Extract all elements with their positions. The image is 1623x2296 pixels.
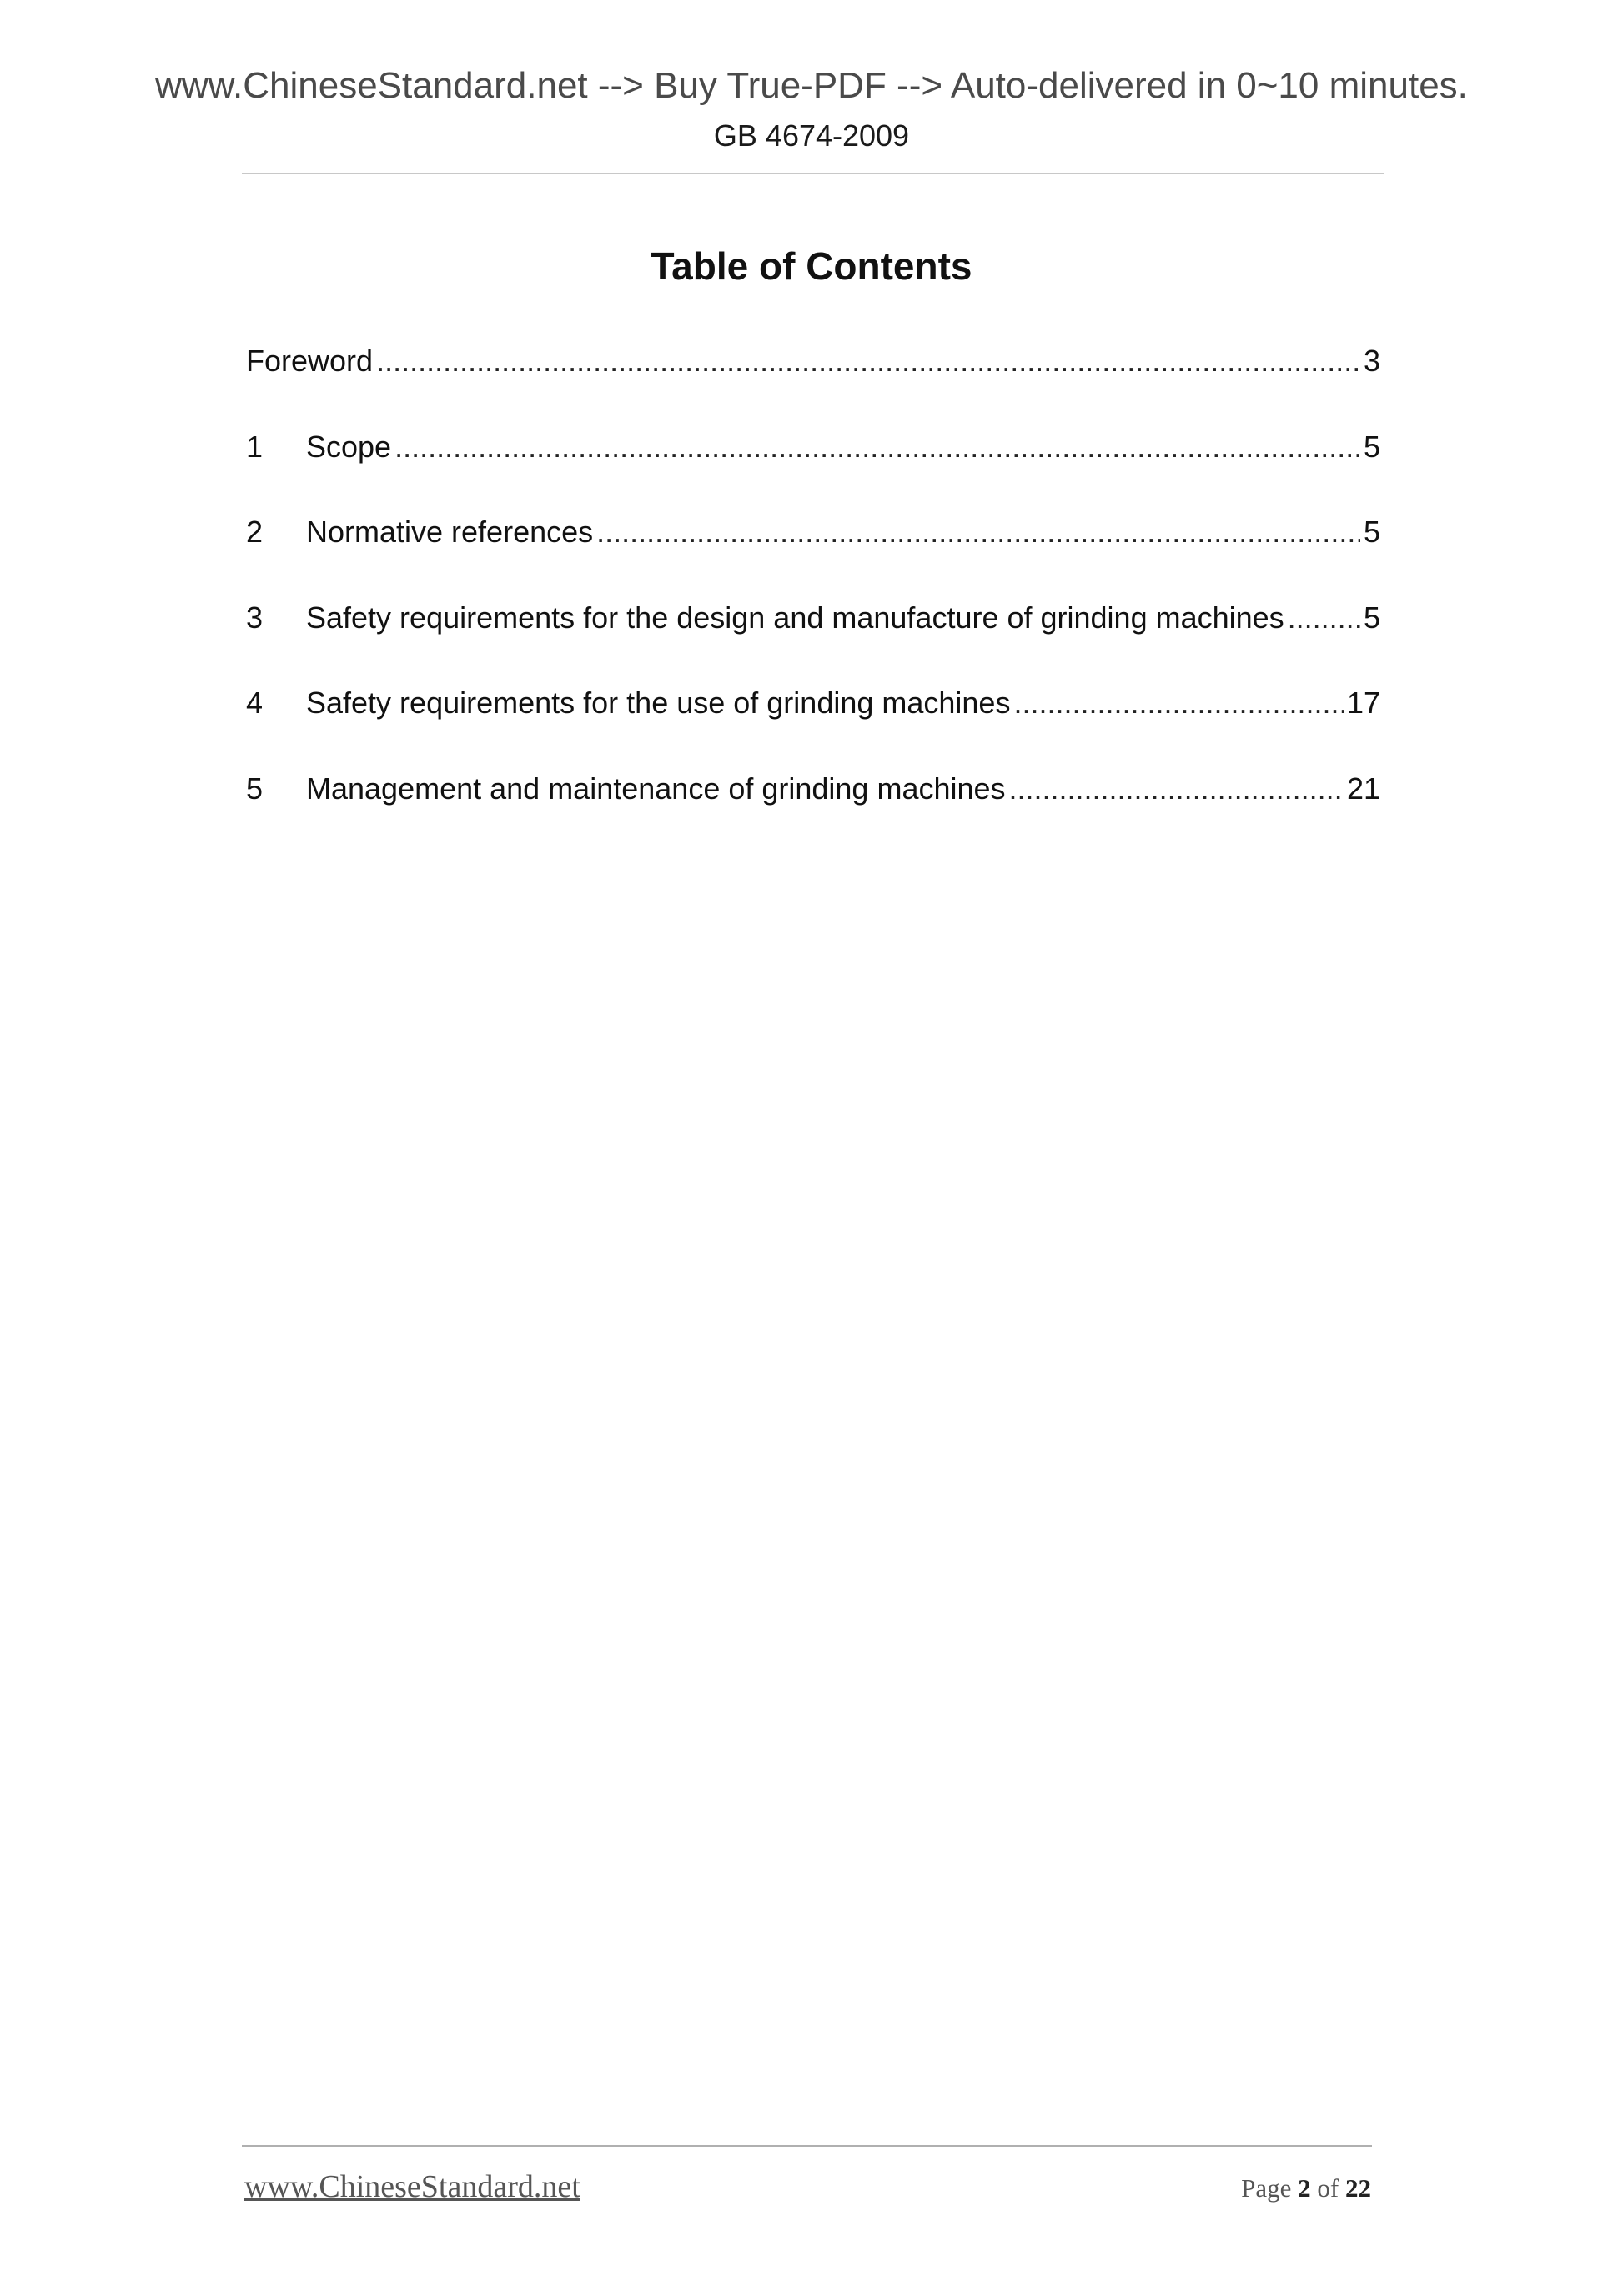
page-current: 2 <box>1298 2173 1311 2203</box>
toc-entry-page: 3 <box>1363 344 1380 378</box>
toc-entry-number: 3 <box>246 600 264 635</box>
toc-entry-number: 4 <box>246 686 264 720</box>
toc-entry-foreword[interactable] <box>246 344 1380 430</box>
document-code: GB 4674-2009 <box>713 118 910 153</box>
footer-divider <box>242 2145 1372 2147</box>
table-of-contents <box>246 344 1380 857</box>
toc-entry-page: 5 <box>1363 515 1380 549</box>
toc-entry-number: 1 <box>246 429 264 464</box>
toc-entry-scope[interactable] <box>246 430 1380 515</box>
toc-entry-page: 5 <box>1363 600 1380 635</box>
toc-entry-text: Safety requirements for the design and manufacture of grinding machines <box>306 600 1284 635</box>
toc-entry-text: Management and maintenance of grinding machines <box>306 771 1006 806</box>
toc-entry-design-safety[interactable] <box>246 600 1380 686</box>
toc-entry-normative-references[interactable] <box>246 515 1380 600</box>
toc-leader-dots <box>1009 771 1344 806</box>
page-total: 22 <box>1345 2173 1371 2203</box>
page-word: Page <box>1241 2173 1292 2203</box>
toc-entry-number: 2 <box>246 515 264 549</box>
toc-entry-text: Scope <box>306 429 392 464</box>
toc-entry-page: 21 <box>1346 771 1380 806</box>
page-of-word: of <box>1317 2173 1339 2203</box>
toc-leader-dots <box>394 430 1360 465</box>
header-divider <box>242 173 1384 174</box>
toc-entry-text: Normative references <box>306 515 594 549</box>
toc-entry-management-maintenance[interactable] <box>246 771 1380 857</box>
toc-entry-number: 5 <box>246 771 264 806</box>
toc-entry-page: 17 <box>1346 686 1380 720</box>
toc-entry-text: Foreword <box>246 344 374 378</box>
toc-entry-page: 5 <box>1363 429 1380 464</box>
toc-title: Table of Contents <box>651 244 972 288</box>
toc-leader-dots <box>1013 686 1344 721</box>
footer-site-link[interactable]: www.ChineseStandard.net <box>244 2169 580 2204</box>
toc-leader-dots <box>596 515 1360 550</box>
toc-leader-dots <box>1288 600 1360 636</box>
toc-entry-text: Safety requirements for the use of grinding machines <box>306 686 1011 720</box>
toc-entry-use-safety[interactable] <box>246 686 1380 771</box>
site-banner: www.ChineseStandard.net --> Buy True-PDF --> Auto-delivered in 0~10 minutes. <box>155 65 1468 106</box>
page-number <box>1241 2173 1371 2203</box>
toc-leader-dots <box>376 344 1360 379</box>
